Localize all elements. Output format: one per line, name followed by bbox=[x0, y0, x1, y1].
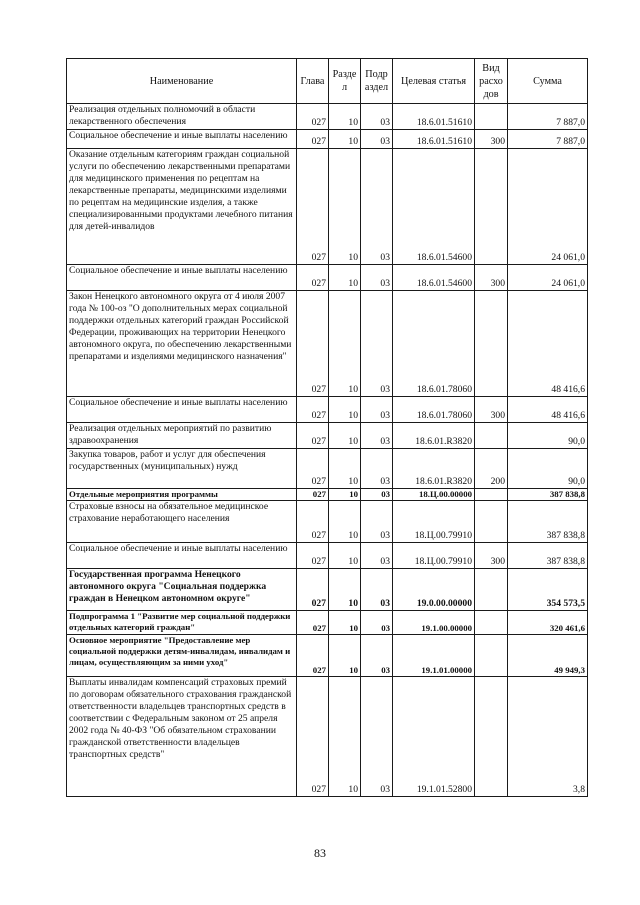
cell-sum: 24 061,0 bbox=[508, 265, 588, 291]
table-row bbox=[67, 569, 588, 611]
cell-glava: 027 bbox=[297, 611, 329, 635]
cell-name: Социальное обеспечение и иные выплаты населению bbox=[67, 397, 297, 423]
cell-glava: 027 bbox=[297, 265, 329, 291]
cell-razdel: 10 bbox=[329, 611, 361, 635]
cell-vid bbox=[475, 423, 508, 449]
cell-vid bbox=[475, 611, 508, 635]
cell-glava: 027 bbox=[297, 149, 329, 265]
cell-target: 19.1.00.00000 bbox=[393, 611, 475, 635]
cell-podrazdel: 03 bbox=[361, 501, 393, 543]
cell-razdel: 10 bbox=[329, 449, 361, 489]
table-row bbox=[67, 611, 588, 635]
cell-glava: 027 bbox=[297, 677, 329, 797]
cell-name: Отдельные мероприятия программы bbox=[67, 489, 297, 501]
table-row bbox=[67, 635, 588, 677]
table-row bbox=[67, 265, 588, 291]
cell-sum: 387 838,8 bbox=[508, 489, 588, 501]
header-sum: Сумма bbox=[508, 59, 588, 104]
cell-name: Государственная программа Ненецкого автономного округа "Социальная поддержка граждан в Ненецком автономном округе" bbox=[67, 569, 297, 611]
cell-razdel: 10 bbox=[329, 569, 361, 611]
cell-vid bbox=[475, 104, 508, 130]
cell-vid bbox=[475, 501, 508, 543]
cell-glava: 027 bbox=[297, 291, 329, 397]
cell-sum: 387 838,8 bbox=[508, 501, 588, 543]
cell-vid bbox=[475, 489, 508, 501]
cell-name: Основное мероприятие "Предоставление мер социальной поддержки детям-инвалидам, инвалидам и лицам, осуществляющим за ними уход" bbox=[67, 635, 297, 677]
cell-razdel: 10 bbox=[329, 543, 361, 569]
cell-glava: 027 bbox=[297, 543, 329, 569]
cell-razdel: 10 bbox=[329, 104, 361, 130]
cell-name: Оказание отдельным категориям граждан социальной услуги по обеспечению лекарственными препаратами для медицинского применения по рецептам на лекарственные препараты, медицинскими изделиями по рецептам на медицинские изделия, а также специализированными продуктами лечебного питания для детей-инвалидов bbox=[67, 149, 297, 265]
cell-sum: 48 416,6 bbox=[508, 291, 588, 397]
cell-razdel: 10 bbox=[329, 265, 361, 291]
cell-target: 18.Ц.00.79910 bbox=[393, 501, 475, 543]
table-row bbox=[67, 501, 588, 543]
cell-glava: 027 bbox=[297, 569, 329, 611]
cell-vid bbox=[475, 635, 508, 677]
cell-razdel: 10 bbox=[329, 130, 361, 149]
cell-sum: 387 838,8 bbox=[508, 543, 588, 569]
budget-table bbox=[66, 58, 588, 797]
cell-podrazdel: 03 bbox=[361, 265, 393, 291]
table-row bbox=[67, 397, 588, 423]
cell-vid bbox=[475, 149, 508, 265]
cell-vid bbox=[475, 569, 508, 611]
table-row bbox=[67, 104, 588, 130]
table-row bbox=[67, 449, 588, 489]
cell-vid: 300 bbox=[475, 543, 508, 569]
table-header-row bbox=[67, 59, 588, 104]
header-vid: Вид расхо дов bbox=[475, 59, 508, 104]
cell-sum: 24 061,0 bbox=[508, 149, 588, 265]
table-row bbox=[67, 149, 588, 265]
cell-target: 19.1.01.00000 bbox=[393, 635, 475, 677]
cell-podrazdel: 03 bbox=[361, 635, 393, 677]
cell-podrazdel: 03 bbox=[361, 677, 393, 797]
cell-podrazdel: 03 bbox=[361, 449, 393, 489]
cell-target: 18.6.01.78060 bbox=[393, 397, 475, 423]
cell-target: 18.6.01.54600 bbox=[393, 265, 475, 291]
cell-glava: 027 bbox=[297, 104, 329, 130]
cell-razdel: 10 bbox=[329, 397, 361, 423]
cell-vid: 300 bbox=[475, 397, 508, 423]
table-row bbox=[67, 543, 588, 569]
header-podrazdel: Подр аздел bbox=[361, 59, 393, 104]
cell-name: Подпрограмма 1 "Развитие мер социальной поддержки отдельных категорий граждан" bbox=[67, 611, 297, 635]
header-target: Целевая статья bbox=[393, 59, 475, 104]
cell-sum: 320 461,6 bbox=[508, 611, 588, 635]
cell-podrazdel: 03 bbox=[361, 130, 393, 149]
cell-podrazdel: 03 bbox=[361, 397, 393, 423]
cell-sum: 49 949,3 bbox=[508, 635, 588, 677]
cell-target: 18.6.01.R3820 bbox=[393, 423, 475, 449]
cell-podrazdel: 03 bbox=[361, 489, 393, 501]
cell-razdel: 10 bbox=[329, 489, 361, 501]
cell-razdel: 10 bbox=[329, 149, 361, 265]
cell-target: 18.6.01.78060 bbox=[393, 291, 475, 397]
cell-name: Выплаты инвалидам компенсаций страховых премий по договорам обязательного страхования гражданской ответственности владельцев транспортных средств в соответствии с Федеральным законом от 25 апреля 2002 года № 40-ФЗ "Об обязательном страховании гражданской ответственности владельцев транспортных средств" bbox=[67, 677, 297, 797]
cell-target: 19.1.01.52800 bbox=[393, 677, 475, 797]
cell-razdel: 10 bbox=[329, 291, 361, 397]
table-row bbox=[67, 291, 588, 397]
cell-glava: 027 bbox=[297, 489, 329, 501]
cell-name: Закон Ненецкого автономного округа от 4 июля 2007 года № 100-оз "О дополнительных мерах социальной поддержки отдельных категорий граждан Российской Федерации, проживающих на территории Ненецкого автономного округа, по обеспечению лекарственными препаратами и изделиями медицинского назначения" bbox=[67, 291, 297, 397]
cell-target: 18.Ц.00.00000 bbox=[393, 489, 475, 501]
header-razdel: Разде л bbox=[329, 59, 361, 104]
cell-podrazdel: 03 bbox=[361, 291, 393, 397]
cell-glava: 027 bbox=[297, 423, 329, 449]
cell-name: Реализация отдельных мероприятий по развитию здравоохранения bbox=[67, 423, 297, 449]
cell-name: Социальное обеспечение и иные выплаты населению bbox=[67, 543, 297, 569]
cell-sum: 90,0 bbox=[508, 423, 588, 449]
cell-vid: 200 bbox=[475, 449, 508, 489]
table-body bbox=[67, 104, 588, 797]
cell-target: 18.6.01.R3820 bbox=[393, 449, 475, 489]
cell-sum: 3,8 bbox=[508, 677, 588, 797]
cell-vid bbox=[475, 677, 508, 797]
cell-razdel: 10 bbox=[329, 677, 361, 797]
page-number: 83 bbox=[314, 846, 326, 860]
cell-glava: 027 bbox=[297, 635, 329, 677]
table-row bbox=[67, 677, 588, 797]
table-row bbox=[67, 489, 588, 501]
cell-name: Страховые взносы на обязательное медицинское страхование неработающего населения bbox=[67, 501, 297, 543]
cell-target: 19.0.00.00000 bbox=[393, 569, 475, 611]
cell-sum: 48 416,6 bbox=[508, 397, 588, 423]
cell-sum: 90,0 bbox=[508, 449, 588, 489]
cell-podrazdel: 03 bbox=[361, 149, 393, 265]
header-glava: Глава bbox=[297, 59, 329, 104]
cell-glava: 027 bbox=[297, 397, 329, 423]
cell-target: 18.6.01.54600 bbox=[393, 149, 475, 265]
cell-podrazdel: 03 bbox=[361, 104, 393, 130]
cell-name: Социальное обеспечение и иные выплаты населению bbox=[67, 130, 297, 149]
cell-podrazdel: 03 bbox=[361, 543, 393, 569]
cell-podrazdel: 03 bbox=[361, 423, 393, 449]
cell-target: 18.6.01.51610 bbox=[393, 104, 475, 130]
cell-vid bbox=[475, 291, 508, 397]
cell-razdel: 10 bbox=[329, 423, 361, 449]
cell-name: Реализация отдельных полномочий в области лекарственного обеспечения bbox=[67, 104, 297, 130]
cell-target: 18.6.01.51610 bbox=[393, 130, 475, 149]
cell-glava: 027 bbox=[297, 130, 329, 149]
cell-glava: 027 bbox=[297, 449, 329, 489]
cell-vid: 300 bbox=[475, 130, 508, 149]
cell-glava: 027 bbox=[297, 501, 329, 543]
cell-name: Закупка товаров, работ и услуг для обеспечения государственных (муниципальных) нужд bbox=[67, 449, 297, 489]
cell-razdel: 10 bbox=[329, 635, 361, 677]
cell-sum: 7 887,0 bbox=[508, 130, 588, 149]
table-row bbox=[67, 130, 588, 149]
cell-razdel: 10 bbox=[329, 501, 361, 543]
cell-name: Социальное обеспечение и иные выплаты населению bbox=[67, 265, 297, 291]
cell-vid: 300 bbox=[475, 265, 508, 291]
header-name: Наименование bbox=[67, 59, 297, 104]
cell-sum: 7 887,0 bbox=[508, 104, 588, 130]
cell-sum: 354 573,5 bbox=[508, 569, 588, 611]
table-row bbox=[67, 423, 588, 449]
cell-podrazdel: 03 bbox=[361, 611, 393, 635]
cell-podrazdel: 03 bbox=[361, 569, 393, 611]
cell-target: 18.Ц.00.79910 bbox=[393, 543, 475, 569]
